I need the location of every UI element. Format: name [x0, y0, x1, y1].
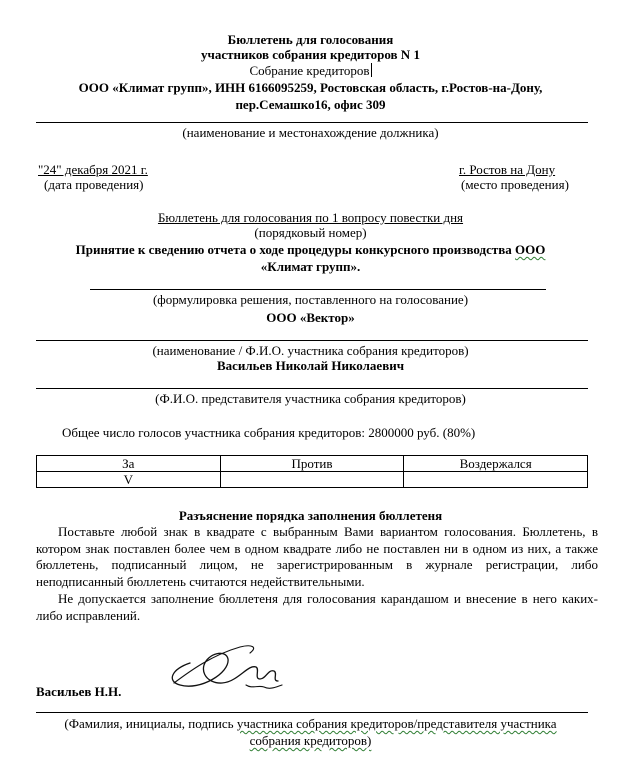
text-cursor: [371, 63, 372, 77]
vote-box-for[interactable]: V: [37, 472, 221, 488]
participant-caption: (наименование / Ф.И.О. участника собрания кредиторов): [152, 343, 469, 358]
signer-name: Васильев Н.Н.: [36, 684, 122, 699]
vote-box-against[interactable]: [220, 472, 404, 488]
participant-rule: [36, 340, 588, 341]
signature-caption-start: (Фамилия, инициалы, подпись: [64, 716, 237, 731]
instructions-paragraph-1: Поставьте любой знак в квадрате с выбранным Вами вариантом голосования. Бюллетень, в котором знак поставлен более чем в одном квадрате либо не поставлен ни в одном из них, а также бюллетень, подписанный лицом, не зарегистрированным в журнале регистрации, либо неподписанный бюллетень считаются недействительными.: [36, 524, 598, 589]
vote-table: [36, 455, 588, 488]
participant-name: ООО «Вектор»: [266, 310, 355, 325]
question-number-line: Бюллетень для голосования по 1 вопросу повестки дня: [157, 210, 464, 225]
representative-name: Васильев Николай Николаевич: [216, 358, 405, 373]
vote-header-for: За: [37, 456, 221, 472]
representative-caption: (Ф.И.О. представителя участника собрания кредиторов): [155, 391, 466, 406]
signature-caption-end: собрания кредиторов): [249, 733, 372, 748]
meeting-date: "24" декабря 2021 г.: [38, 162, 148, 177]
vote-header-abstain: Воздержался: [404, 456, 588, 472]
debtor-line-1: ООО «Климат групп», ИНН 6166095259, Ростовская область, г.Ростов-на-Дону,: [78, 80, 543, 95]
meeting-place: г. Ростов на Дону: [459, 162, 556, 177]
ballot-title: Бюллетень для голосования: [227, 32, 394, 47]
vote-header-row: [37, 456, 588, 472]
total-votes: Общее число голосов участника собрания кредиторов: 2800000 руб. (80%): [62, 425, 476, 440]
question-text-start: Принятие к сведению отчета о ходе процедуры конкурсного производства: [75, 242, 516, 257]
question-text-line-1: [0, 242, 621, 258]
handwritten-signature: [160, 635, 290, 697]
representative-rule: [36, 388, 588, 389]
vote-header-against: Против: [220, 456, 404, 472]
ballot-subtitle: участников собрания кредиторов N 1: [201, 47, 420, 62]
meeting-type-text: Собрание кредиторов: [249, 63, 370, 78]
signature-rule: [36, 712, 588, 713]
debtor-caption: (наименование и местонахождение должника): [182, 125, 439, 140]
debtor-rule: [36, 122, 588, 123]
question-number-caption: (порядковый номер): [254, 225, 367, 240]
vote-box-abstain[interactable]: [404, 472, 588, 488]
question-rule: [90, 289, 546, 290]
question-caption: (формулировка решения, поставленного на голосование): [152, 292, 469, 307]
signature-caption-marked: участника собрания кредиторов/представителя участника: [236, 716, 557, 731]
question-text-ooo: ООО: [515, 242, 546, 257]
meeting-type: [0, 63, 621, 79]
signature-caption-line-2: [0, 733, 621, 749]
date-caption: (дата проведения): [44, 177, 144, 192]
instructions-paragraph-2: Не допускается заполнение бюллетеня для голосования карандашом и внесение в него каких-либо исправлений.: [36, 591, 598, 623]
place-caption: (место проведения): [461, 177, 569, 192]
vote-mark-row: [37, 472, 588, 488]
debtor-line-2: пер.Семашко16, офис 309: [235, 97, 386, 112]
instructions-title: Разъяснение порядка заполнения бюллетеня: [178, 508, 443, 523]
signature-caption-line-1: [0, 716, 621, 732]
question-text-line-2: «Климат групп».: [260, 259, 361, 274]
